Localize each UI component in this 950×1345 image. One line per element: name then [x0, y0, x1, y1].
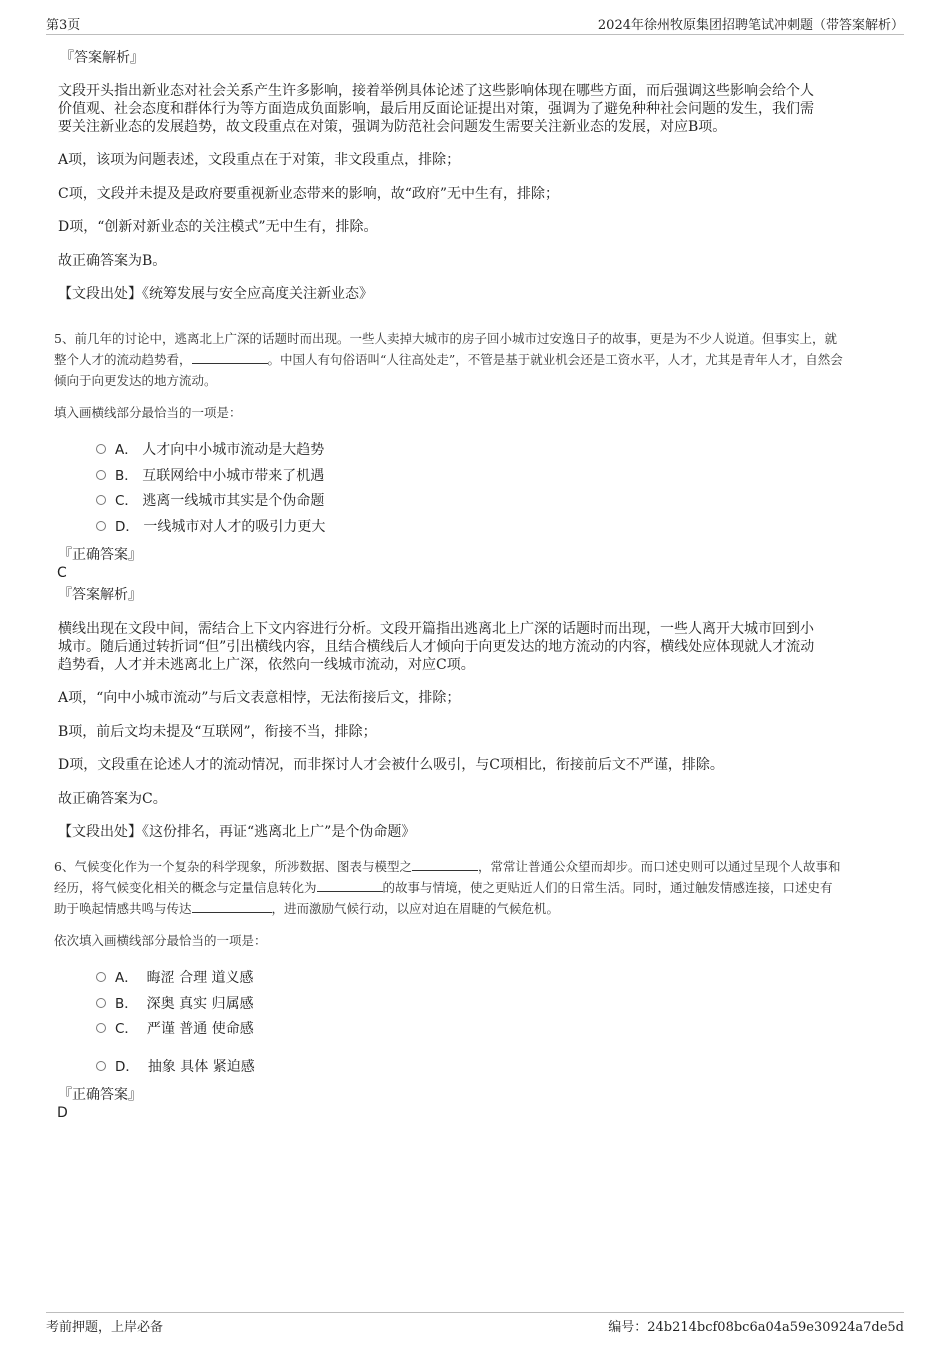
q6-correct-label: 『正确答案』 — [58, 1087, 142, 1103]
option-letter: B． — [115, 468, 138, 484]
q6-prompt: 依次填入画横线部分最恰当的一项是： — [54, 933, 267, 948]
q5-stem-line: 5、前几年的讨论中，逃离北上广深的话题时而出现。一些人卖掉大城市的房子回小城市过安逸日子的故事，更是为不少人说道。但事实上，就 — [54, 331, 837, 346]
option-text: 一线城市对人才的吸引力更大 — [143, 519, 326, 535]
q4-option-d-analysis: D项，“创新对新业态的关注模式”无中生有，排除。 — [58, 219, 378, 235]
q5-stem-line: 倾向于向更发达的地方流动。 — [54, 373, 217, 388]
radio-icon[interactable] — [96, 1061, 106, 1071]
q5-option-a-analysis: A项，“向中小城市流动”与后文表意相悖，无法衔接后文，排除； — [58, 690, 461, 706]
option-letter: A． — [115, 970, 138, 986]
fill-blank — [317, 879, 383, 892]
q5-source: 【文段出处】《这份排名，再证“逃离北上广”是个伪命题》 — [58, 824, 416, 840]
option-letter: C． — [115, 1021, 138, 1037]
q5-option-d[interactable] — [96, 518, 325, 536]
option-text: 抽象 具体 紧迫感 — [147, 1059, 255, 1075]
q6-option-d[interactable] — [96, 1058, 255, 1076]
q5-prompt: 填入画横线部分最恰当的一项是： — [54, 405, 242, 420]
q5-option-a[interactable] — [96, 441, 324, 459]
q4-answer: 故正确答案为B。 — [58, 253, 167, 269]
option-letter: C． — [115, 493, 138, 509]
document-title: 2024年徐州牧原集团招聘笔试冲刺题（带答案解析） — [597, 18, 904, 33]
q6-stem-line — [54, 879, 833, 897]
q5-answer: 故正确答案为C。 — [58, 791, 167, 807]
fill-blank — [192, 351, 268, 364]
q6-stem-line — [54, 900, 559, 918]
q5-correct-label: 『正确答案』 — [58, 547, 142, 563]
option-text: 互联网给中小城市带来了机遇 — [142, 468, 325, 484]
option-letter: A． — [115, 442, 138, 458]
q6-stem-text: ，常常让普通公众望而却步。而口述史则可以通过呈现个人故事和 — [477, 859, 841, 874]
page-number: 第3页 — [46, 18, 81, 33]
q4-source: 【文段出处】《统筹发展与安全应高度关注新业态》 — [58, 286, 373, 302]
q6-stem-text: ，进而激励气候行动，以应对迫在眉睫的气候危机。 — [271, 901, 560, 916]
radio-icon[interactable] — [96, 521, 106, 531]
q6-stem-text: 经历，将气候变化相关的概念与定量信息转化为 — [54, 880, 317, 895]
option-text: 人才向中小城市流动是大趋势 — [142, 442, 325, 458]
radio-icon[interactable] — [96, 444, 106, 454]
q6-option-c[interactable] — [96, 1020, 254, 1038]
option-text: 深奥 真实 归属感 — [146, 996, 254, 1012]
q4-analysis-line: 价值观、社会态度和群体行为等方面造成负面影响，最后用反面论证提出对策，强调为了避免种种社会问题的发生，我们需 — [58, 101, 814, 117]
q4-analysis-label: 『答案解析』 — [60, 50, 144, 66]
q5-stem-line — [54, 351, 843, 369]
option-letter: B． — [115, 996, 138, 1012]
q5-stem-text: 整个人才的流动趋势看， — [54, 352, 192, 367]
document-id: 编号：24b214bcf08bc6a04a59e30924a7de5d — [608, 1320, 904, 1335]
radio-icon[interactable] — [96, 972, 106, 982]
radio-icon[interactable] — [96, 1023, 106, 1033]
q6-stem-text: 助于唤起情感共鸣与传达 — [54, 901, 192, 916]
q4-analysis-line: 要关注新业态的发展趋势，故文段重点在对策，强调为防范社会问题发生需要关注新业态的发展，对应B项。 — [58, 119, 727, 135]
q5-stem-text: 。中国人有句俗语叫“人往高处走”，不管是基于就业机会还是工资水平，人才，尤其是青年人才，自然会 — [267, 352, 843, 367]
option-text: 严谨 普通 使命感 — [146, 1021, 254, 1037]
page-header — [46, 14, 904, 35]
q5-correct-answer: C — [57, 565, 67, 581]
q4-analysis-line: 文段开头指出新业态对社会关系产生许多影响，接着举例具体论述了这些影响体现在哪些方面，而后强调这些影响会给个人 — [58, 83, 814, 99]
q5-option-b[interactable] — [96, 467, 324, 485]
q5-option-b-analysis: B项，前后文均未提及“互联网”，衔接不当，排除； — [58, 724, 377, 740]
radio-icon[interactable] — [96, 470, 106, 480]
q6-stem-text: 6、气候变化作为一个复杂的科学现象，所涉数据、图表与模型之 — [54, 859, 412, 874]
q6-stem-line — [54, 858, 840, 876]
option-letter: D． — [115, 519, 139, 535]
q4-option-c-analysis: C项，文段并未提及是政府要重视新业态带来的影响，故“政府”无中生有，排除； — [58, 186, 560, 202]
page-footer — [46, 1312, 904, 1335]
footer-slogan: 考前押题，上岸必备 — [46, 1320, 164, 1335]
q5-analysis-line: 横线出现在文段中间，需结合上下文内容进行分析。文段开篇指出逃离北上广深的话题时而出现，一些人离开大城市回到小 — [58, 621, 814, 637]
q4-option-a-analysis: A项，该项为问题表述，文段重点在于对策，非文段重点，排除； — [58, 152, 461, 168]
q6-option-b[interactable] — [96, 995, 254, 1013]
option-letter: D． — [115, 1059, 139, 1075]
radio-icon[interactable] — [96, 495, 106, 505]
q5-option-c[interactable] — [96, 492, 324, 510]
fill-blank — [192, 900, 272, 913]
q5-analysis-line: 城市。随后通过转折词“但”引出横线内容，且结合横线后人才倾向于向更发达的地方流动的内容，横线处应体现就人才流动 — [58, 639, 815, 655]
q5-option-d-analysis: D项，文段重在论述人才的流动情况，而非探讨人才会被什么吸引，与C项相比，衔接前后文不严谨，排除。 — [58, 757, 724, 773]
q6-stem-text: 的故事与情境，使之更贴近人们的日常生活。同时，通过触发情感连接，口述史有 — [382, 880, 833, 895]
fill-blank — [412, 858, 478, 871]
q6-option-a[interactable] — [96, 969, 254, 987]
radio-icon[interactable] — [96, 998, 106, 1008]
q6-correct-answer: D — [57, 1105, 68, 1121]
q5-analysis-line: 趋势看，人才并未逃离北上广深，依然向一线城市流动，对应C项。 — [58, 657, 475, 673]
q5-analysis-label: 『答案解析』 — [58, 587, 142, 603]
option-text: 晦涩 合理 道义感 — [146, 970, 254, 986]
option-text: 逃离一线城市其实是个伪命题 — [142, 493, 325, 509]
